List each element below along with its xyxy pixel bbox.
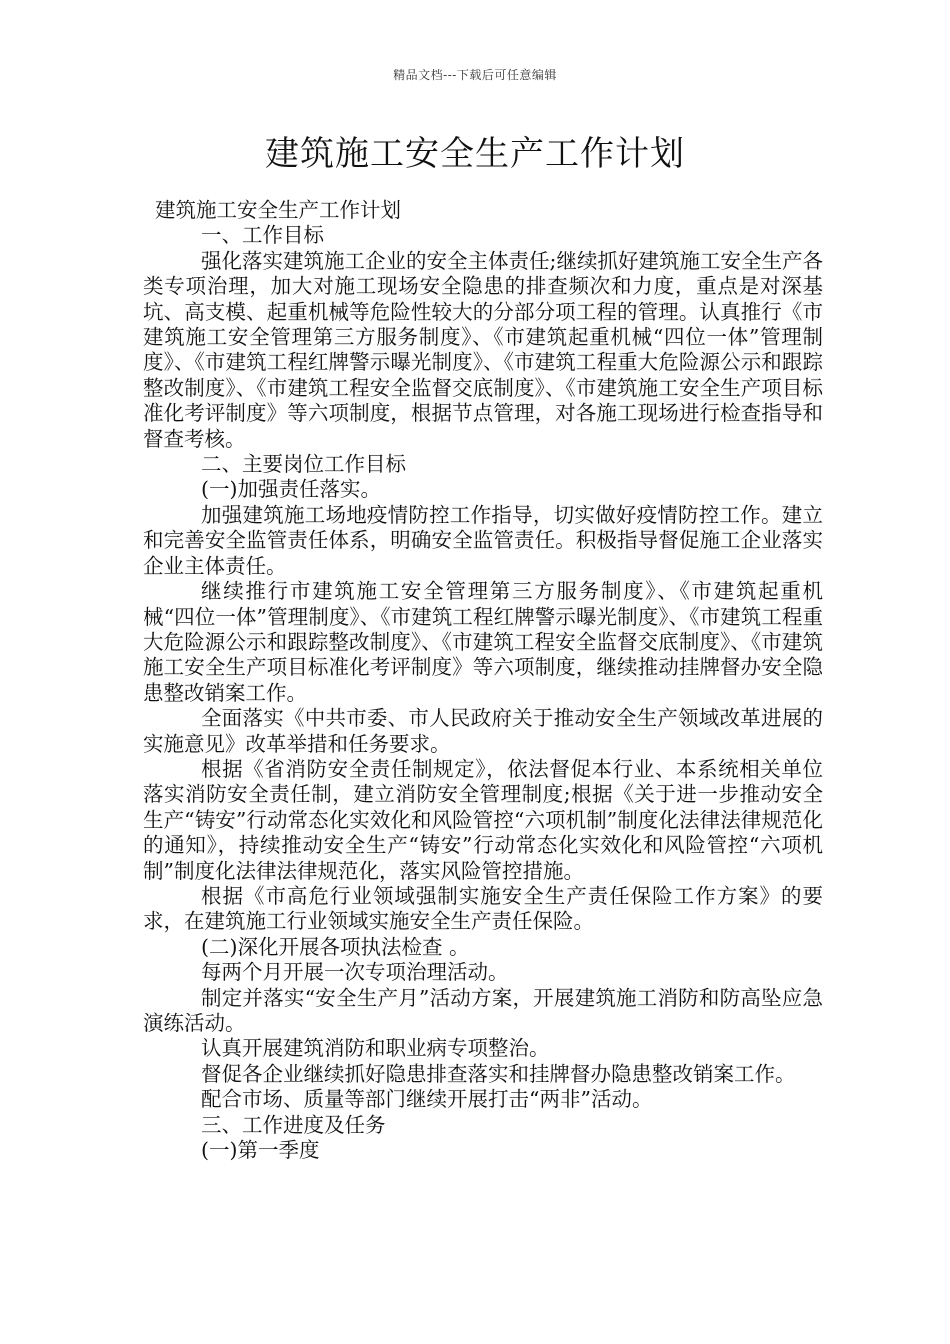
section-heading-goals: 一、工作目标 — [201, 223, 324, 248]
page-title: 建筑施工安全生产工作计划 — [265, 134, 685, 174]
header-note: 精品文档---下载后可任意编辑 — [393, 68, 557, 82]
paragraph: 根据《省消防安全责任制规定》，依法督促本行业、本系统相关单位落实消防安全责任制，建立消防安全管理制度;根据《关于进一步推动安全生产“铸安”行动常态化实效化和风险管控“六项机制”制度化法律法律规范化的通知》，持续推动安全生产“铸安”行动常态化实效化和风险管控“六项机制”制度化法律法律规范化，落实风险管控措施。 — [143, 756, 823, 883]
subsection-heading: (一)加强责任落实。 — [201, 477, 381, 502]
subsection-heading: (二)深化开展各项执法检查 。 — [201, 934, 470, 959]
paragraph: 每两个月开展一次专项治理活动。 — [201, 960, 509, 985]
paragraph: 配合市场、质量等部门继续开展打击“两非”活动。 — [201, 1087, 653, 1112]
paragraph: 根据《市高危行业领域强制实施安全生产责任保险工作方案》的要求，在建筑施工行业领域实施安全生产责任保险。 — [143, 883, 823, 934]
body-subtitle: 建筑施工安全生产工作计划 — [155, 198, 401, 222]
paragraph: 制定并落实“安全生产月”活动方案，开展建筑施工消防和防高坠应急演练活动。 — [143, 985, 823, 1035]
subsection-heading: (一)第一季度 — [201, 1138, 320, 1163]
paragraph: 加强建筑施工场地疫情防控工作指导，切实做好疫情防控工作。建立和完善安全监管责任体系，明确安全监管责任。积极指导督促施工企业落实企业主体责任。 — [143, 502, 823, 578]
document-body — [143, 198, 823, 1163]
paragraph: 督促各企业继续抓好隐患排查落实和挂牌督办隐患整改销案工作。 — [201, 1061, 796, 1086]
paragraph: 继续推行市建筑施工安全管理第三方服务制度》、《市建筑起重机械“四位一体”管理制度》、《市建筑工程红牌警示曝光制度》、《市建筑工程重大危险源公示和跟踪整改制度》、《市建筑工程安全监督交底制度》、《市建筑施工安全生产项目标准化考评制度》等六项制度，继续推动挂牌督办安全隐患整改销案工作。 — [143, 579, 823, 705]
section-heading-positions: 二、主要岗位工作目标 — [201, 452, 406, 477]
paragraph: 强化落实建筑施工企业的安全主体责任;继续抓好建筑施工安全生产各类专项治理，加大对施工现场安全隐患的排查频次和力度，重点是对深基坑、高支模、起重机械等危险性较大的分部分项工程的管理。认真推行《市建筑施工安全管理第三方服务制度》、《市建筑起重机械“四位一体”管理制度》、《市建筑工程红牌警示曝光制度》、《市建筑工程重大危险源公示和跟踪整改制度》、《市建筑工程安全监督交底制度》、《市建筑施工安全生产项目标准化考评制度》等六项制度，根据节点管理，对各施工现场进行检查指导和督查考核。 — [143, 248, 823, 451]
paragraph: 认真开展建筑消防和职业病专项整治。 — [201, 1036, 550, 1061]
paragraph: 全面落实《中共市委、市人民政府关于推动安全生产领域改革进展的实施意见》改革举措和任务要求。 — [143, 706, 823, 756]
section-heading-schedule: 三、工作进度及任务 — [201, 1112, 386, 1137]
